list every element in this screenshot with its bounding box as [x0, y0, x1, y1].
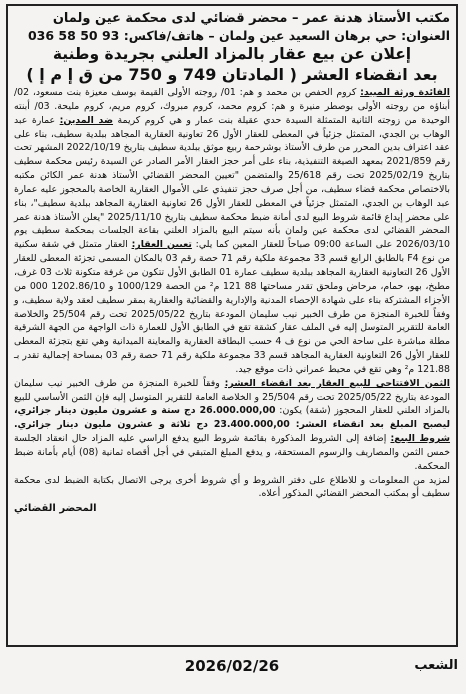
paragraph-price — [14, 377, 450, 474]
price-label: الثمن الافتتاحي للبيع العقار بعد انقضاء العشر: — [224, 377, 451, 389]
info-text: لمزيد من المعلومات و للاطلاع على دفتر الشروط و أي شروط أخرى يرجى الاتصال بكتابة الضبط لدى محكمة سطيف أو بمكتب المحضر القضائي المذكور أعلاه. — [14, 474, 450, 500]
debtor-text: عمارة عبد الوهاب بن الجدي، المتمثل جزئياً في المعطى للعقار الأول 26 تعاونية العقارية المجاهد ببلدية سطيف، بناء على عقد اعتراف بدين المحرر من طرف الأستاذ بوشرحمة ربيع موثق ببلدية سطيف بتاريخ 2022/10/19 المشهر تحت رقم 2021/859 بمعهد الصيغة التنفيذية، بناء على أمر حجز العقار الأمر الصادر عن السيدة رئيس محكمة سطيف بتاريخ 2025/02/19 تحت رقم 25/618 والمتضمن "تعيين المحضر القضائي الأستاذ هدنة عمر الكائن مكتبه بالاختصاص محكمة قضاء سطيف، من أجل صرف حجز تنفيذي على الأموال العقارية الخاصة بالمحجوز عليه عمارة عبد الوهاب بن الجدي، المتمثل جزئياً في المعطى للعقار الأول 26 تعاونية العقارية المجاهد ببلدية سطيف"، بناء على محضر إيداع قائمة شروط البيع لدى أمانة ضبط محكمة سطيف بتاريخ 2025/11/10 "يعلن الأستاذ هدنة عمر المحضر القضائي لدى محكمة عين ولمان بأنه سيتم البيع بالمزاد العلني بقاعة الجلسات بمحكمة سطيف يوم 2026/03/10 على الساعة 09:00 صباحاً للعقار المعين كما يلي: — [14, 114, 451, 251]
address-line: العنوان: حي برهان السعيد عين ولمان – هاتف/فاكس: 93 50 58 036 — [27, 28, 450, 43]
bailiff-signature: المحضر القضائي — [14, 503, 97, 515]
property-text: العقار متمثل في شقة سكنية من نوع F4 بالطابق الرابع قسم 33 مجموعة ملكية رقم 71 حصة رقم 03 بالمكان المسمى تجزئة المعطى للعقار الأول 26 التعاونية العقارية المجاهد ببلدية سطيف عمارة 01 الطابق الأول تتكون من غرفة متكونة ثلاث 03 غرف، مطبخ، بهو، حمام، مرحاض وملحق تقدر مساحتها 88 121 م² من الحصة 1000/129 و 1202.86/10 000 من الأجزاء المشتركة بناء على شهادة الإحصاء المدنية والإدارية والقضائية والعقارية بمقر سطيف لعقد ولاية سطيف، و وفقاً للخبرة المنجزة من طرف الخبير نيب سليمان المودعة بتاريخ 2025/05/22 تحت رقم 25/504 والخلاصة العامة للتقرير المتوسل إليه في الملف عقار كشقة تقع في الطابق الأول للعمارة ذات الواجهة من الجهة الشرقية مطلة مباشرة على ساحة الحي من نوع ف 4 حسب البطاقة العقارية والمعاينة الميدانية وهي تقع بتجزئة المعطى للعقار الأول 26 التعاونية العقارية المجاهد قسم 33 مجموعة ملكية رقم 71 حصة رقم 03 بمساحة إجمالية تقدر بـ 121.88 م² وهي تقع في محيط عمراني ذات موقع جيد. — [14, 239, 451, 375]
page-footer — [6, 654, 458, 684]
paragraph-parties — [14, 86, 450, 377]
price-text: وفقاً للخبرة المنجزة من طرف الخبير نيب سليمان المودعة بتاريخ 2025/05/22 تحت رقم 25/504 و الخلاصة العامة للتقرير المتوسل إليه فإن الثمن الأساسي للبيع بالمزاد العلني للعقار المحجوز (شقة) يكون: — [14, 377, 450, 417]
debtor-label: ضد المدين: — [59, 114, 114, 126]
beneficiary-text: كروم الحفص بن محمد و هم: 01/ روجته الأولى القيمة بوسف معيزة بنت مسعود، 02/ أبناؤه من روجته الأولى بوصطر منيرة و هم: كروم محمد، كروم مبروك، كروم مريم، كروم مليحة. 03/ أبنته الوحيدة من زوجته الثانية المتمثلة السيدة حدي عقيلة بنت عمار و هي كروم كريمة — [14, 87, 451, 126]
price-amount: 26.000.000,00 دج ستة و عشرون مليون دينار جزائري، ليصبح المبلغ بعد انقضاء العشر: 23.400.000,00 دج ثلاثة و عشرون مليون دينار جزائري. — [14, 405, 450, 431]
notice-subtitle: بعد انقضاء العشر ( المادتان 749 و 750 من ق إ م إ ) — [26, 65, 438, 84]
property-label: تعيين العقار: — [131, 239, 192, 251]
notice-frame — [6, 4, 458, 647]
conditions-text: إضافة إلى الشروط المذكورة بقائمة شروط البيع يدفع الراسي عليه المزاد حال انعقاد الجلسة خمس الثمن والمصاريف والرسوم المستحقة، و يدفع المبلغ المتبقي في أجل أقصاه ثمانية (08) أيام بأمانة ضبط المحكمة. — [14, 433, 450, 472]
office-header: مكتب الأستاذ هدنة عمر – محضر قضائي لدى محكمة عين ولمان — [52, 11, 450, 26]
paragraph-info — [14, 474, 450, 502]
notice-title: إعلان عن بيع عقار بالمزاد العلني بجريدة وطنية — [52, 45, 412, 63]
publication-date: 2026/02/26 — [184, 657, 280, 675]
beneficiary-label: الفائدة ورثة المبيد: — [360, 87, 450, 98]
conditions-label: شروط البيع: — [390, 433, 451, 445]
newspaper-name: الشعب — [414, 658, 458, 673]
notice-body — [14, 86, 450, 501]
